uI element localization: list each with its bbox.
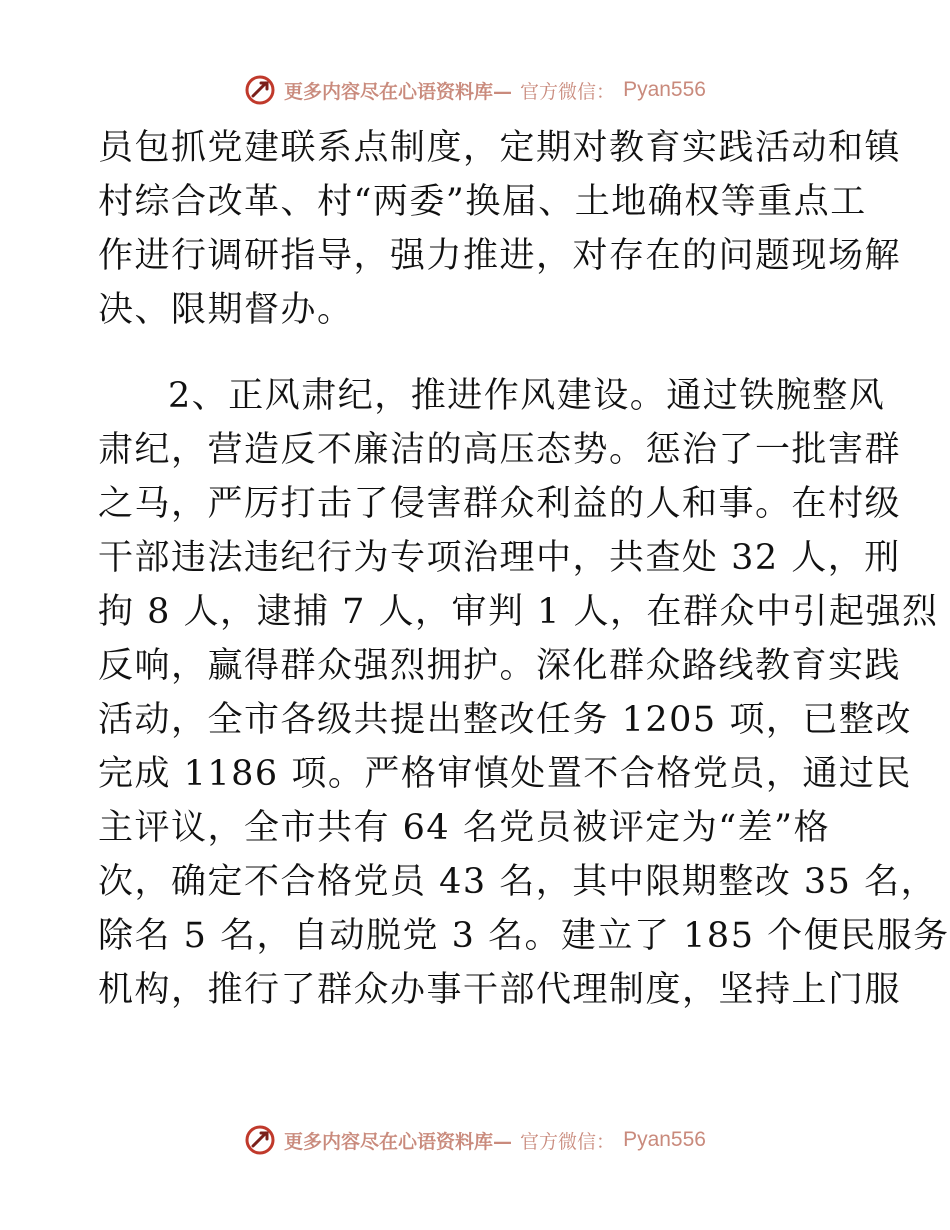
text-line: 机构，推行了群众办事干部代理制度，坚持上门服 (98, 970, 902, 1010)
paragraph-1 (98, 121, 902, 337)
text-line: 除名 5 名，自动脱党 3 名。建立了 185 个便民服务 (98, 916, 950, 956)
text-line: 活动，全市各级共提出整改任务 1205 项，已整改 (98, 700, 912, 740)
text-line: 员包抓党建联系点制度，定期对教育实践活动和镇 (98, 128, 902, 168)
banner-wechat-id: Pyan556 (623, 78, 706, 101)
text-line: 之马，严厉打击了侵害群众利益的人和事。在村级 (98, 484, 902, 524)
text-line: 反响，赢得群众强烈拥护。深化群众路线教育实践 (98, 646, 902, 686)
banner-text: 更多内容尽在心语资料库— (284, 80, 513, 103)
banner-wechat-label: 官方微信： (520, 80, 616, 103)
document-body (98, 121, 950, 1017)
paragraph-2 (98, 369, 950, 1017)
text-line: 肃纪，营造反不廉洁的高压态势。惩治了一批害群 (98, 430, 902, 470)
banner-wechat-label: 官方微信： (520, 1130, 616, 1153)
text-line: 村综合改革、村“两委”换届、土地确权等重点工 (98, 182, 867, 222)
footer-banner (0, 1120, 950, 1160)
text-line: 干部违法违纪行为专项治理中，共查处 32 人，刑 (98, 538, 901, 578)
text-line: 2、正风肃纪，推进作风建设。通过铁腕整风 (168, 376, 886, 416)
logo-icon (244, 1124, 276, 1156)
text-line: 决、限期督办。 (98, 290, 354, 330)
logo-icon (244, 74, 276, 106)
text-line: 完成 1186 项。严格审慎处置不合格党员，通过民 (98, 754, 912, 794)
text-line: 作进行调研指导，强力推进，对存在的问题现场解 (98, 236, 902, 276)
banner-wechat-id: Pyan556 (623, 1128, 706, 1151)
text-line: 拘 8 人，逮捕 7 人，审判 1 人，在群众中引起强烈 (98, 592, 939, 632)
banner-text: 更多内容尽在心语资料库— (284, 1130, 513, 1153)
header-banner (0, 70, 950, 110)
text-line: 主评议，全市共有 64 名党员被评定为“差”格 (98, 808, 831, 848)
text-line: 次，确定不合格党员 43 名，其中限期整改 35 名， (98, 862, 938, 902)
